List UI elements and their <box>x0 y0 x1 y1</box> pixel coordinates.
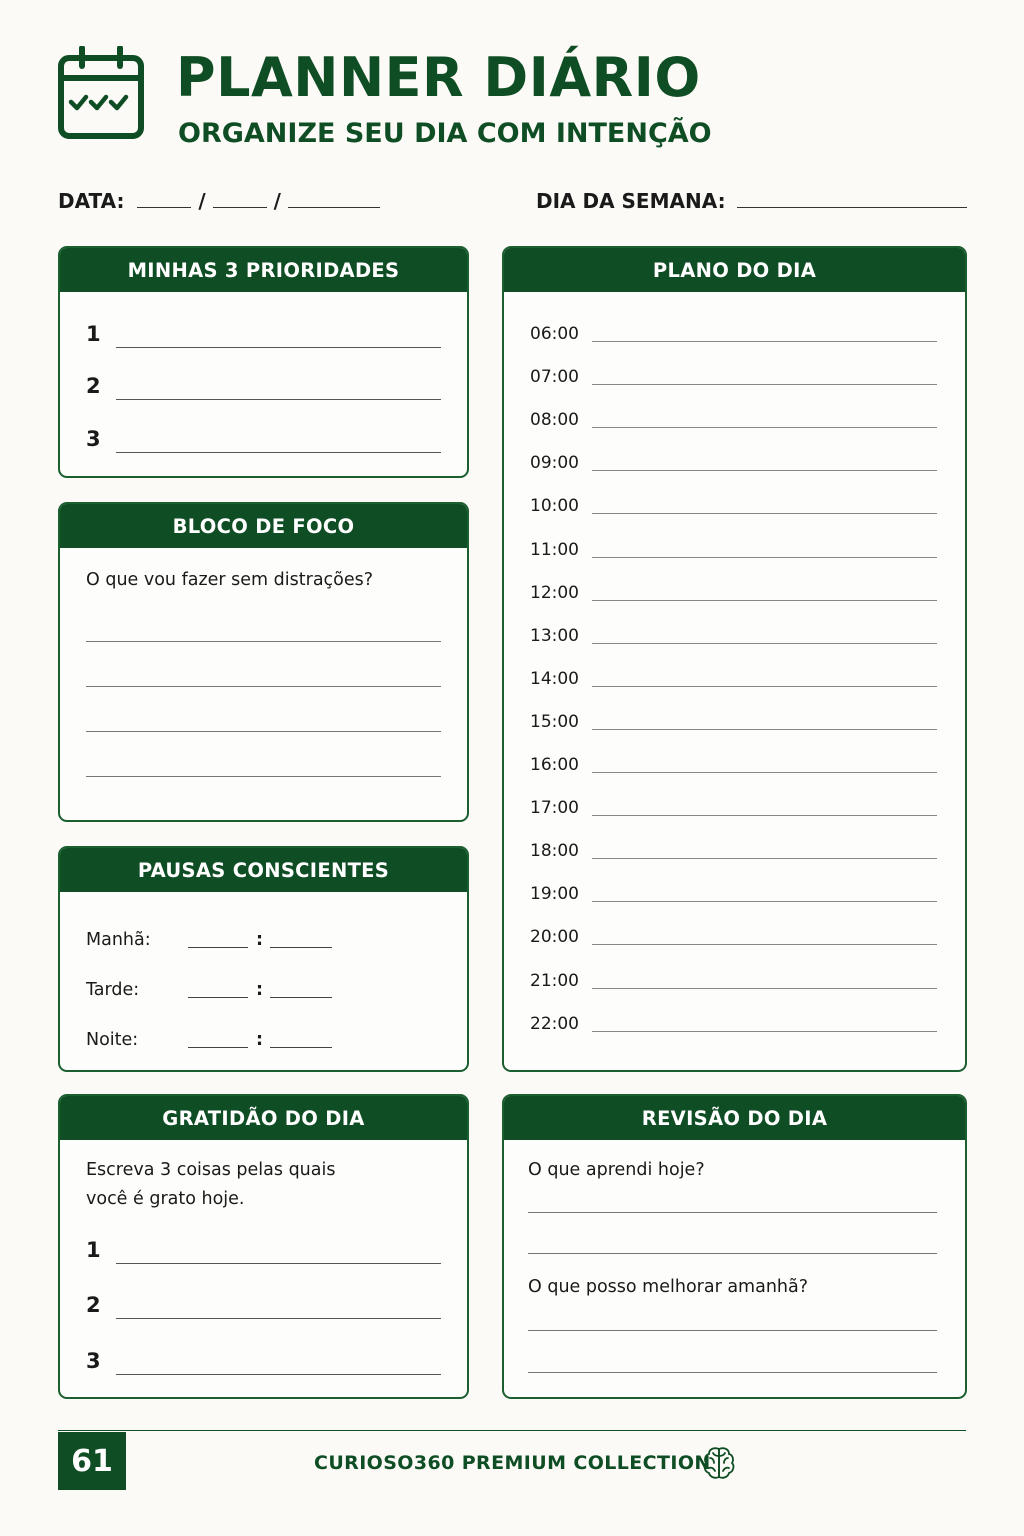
hour-write-line[interactable] <box>592 470 937 471</box>
hour-row[interactable] <box>530 449 937 473</box>
hour-row[interactable] <box>530 406 937 430</box>
page-number: 61 <box>58 1432 126 1490</box>
review-title: REVISÃO DO DIA <box>504 1096 965 1140</box>
hour-write-line[interactable] <box>592 557 937 558</box>
review-write-line[interactable] <box>528 1330 937 1331</box>
focus-write-line[interactable] <box>86 731 441 732</box>
hour-row[interactable] <box>530 880 937 904</box>
brain-icon <box>700 1444 738 1482</box>
pause-row-afternoon[interactable]: Tarde: : <box>86 974 346 1000</box>
hour-label: 12:00 <box>530 582 579 603</box>
hour-write-line[interactable] <box>592 341 937 342</box>
pause-row-morning[interactable]: Manhã: : <box>86 924 346 950</box>
hour-row[interactable] <box>530 967 937 991</box>
gratitude-card <box>58 1094 469 1399</box>
page-subtitle: ORGANIZE SEU DIA COM INTENÇÃO <box>178 118 712 149</box>
hour-row[interactable] <box>530 363 937 387</box>
review-question-learned: O que aprendi hoje? <box>528 1160 705 1180</box>
focus-title: BLOCO DE FOCO <box>60 504 467 548</box>
hour-row[interactable] <box>530 622 937 646</box>
hour-label: 09:00 <box>530 453 579 474</box>
priority-row[interactable]: 2 <box>86 370 441 400</box>
date-day-blank[interactable] <box>137 187 191 208</box>
focus-write-line[interactable] <box>86 776 441 777</box>
hour-write-line[interactable] <box>592 988 937 989</box>
pause-row-night[interactable]: Noite: : <box>86 1024 346 1050</box>
hour-write-line[interactable] <box>592 729 937 730</box>
gratitude-prompt-line2: você é grato hoje. <box>86 1189 245 1209</box>
hour-label: 15:00 <box>530 711 579 732</box>
hour-write-line[interactable] <box>592 600 937 601</box>
day-plan-title: PLANO DO DIA <box>504 248 965 292</box>
date-year-blank[interactable] <box>288 187 380 208</box>
gratitude-row[interactable]: 3 <box>86 1345 441 1375</box>
pauses-title: PAUSAS CONSCIENTES <box>60 848 467 892</box>
hour-row[interactable] <box>530 1010 937 1034</box>
gratitude-prompt-line1: Escreva 3 coisas pelas quais <box>86 1160 336 1180</box>
priorities-card <box>58 246 469 478</box>
focus-card <box>58 502 469 822</box>
day-plan-card <box>502 246 967 1072</box>
hour-write-line[interactable] <box>592 643 937 644</box>
hour-label: 13:00 <box>530 625 579 646</box>
pauses-card <box>58 846 469 1072</box>
hour-row[interactable] <box>530 708 937 732</box>
hour-label: 18:00 <box>530 841 579 862</box>
hour-row[interactable] <box>530 794 937 818</box>
hour-label: 16:00 <box>530 755 579 775</box>
hour-write-line[interactable] <box>592 901 937 902</box>
hour-row[interactable] <box>530 923 937 947</box>
date-label: DATA: <box>58 189 125 213</box>
hour-row[interactable] <box>530 492 937 516</box>
review-write-line[interactable] <box>528 1253 937 1254</box>
hour-label: 20:00 <box>530 927 579 948</box>
hour-write-line[interactable] <box>592 384 937 385</box>
hour-write-line[interactable] <box>592 427 937 428</box>
hour-list <box>504 292 965 1072</box>
hour-label: 08:00 <box>530 410 579 431</box>
date-field <box>58 186 380 216</box>
gratitude-row[interactable]: 2 <box>86 1289 441 1319</box>
review-card <box>502 1094 967 1399</box>
priorities-title: MINHAS 3 PRIORIDADES <box>60 248 467 292</box>
gratitude-row[interactable]: 1 <box>86 1234 441 1264</box>
review-write-line[interactable] <box>528 1372 937 1373</box>
hour-label: 21:00 <box>530 970 579 991</box>
date-month-blank[interactable] <box>213 187 267 208</box>
hour-row[interactable] <box>530 665 937 689</box>
hour-label: 11:00 <box>530 539 579 560</box>
hour-label: 22:00 <box>530 1013 579 1034</box>
hour-row[interactable] <box>530 751 937 775</box>
hour-write-line[interactable] <box>592 858 937 859</box>
calendar-check-icon <box>58 46 144 140</box>
footer-divider <box>58 1430 966 1431</box>
weekday-blank[interactable] <box>737 187 967 208</box>
priority-row[interactable]: 3 <box>86 423 441 453</box>
collection-name: CURIOSO360 PREMIUM COLLECTION <box>314 1452 711 1474</box>
date-separator: / <box>273 189 281 213</box>
hour-row[interactable] <box>530 536 937 560</box>
page-title: PLANNER DIÁRIO <box>176 46 701 109</box>
hour-label: 17:00 <box>530 798 579 819</box>
hour-label: 07:00 <box>530 367 579 388</box>
hour-label: 19:00 <box>530 884 579 905</box>
focus-write-line[interactable] <box>86 641 441 642</box>
weekday-label: DIA DA SEMANA: <box>536 189 726 213</box>
hour-write-line[interactable] <box>592 772 937 773</box>
hour-row[interactable] <box>530 320 937 344</box>
gratitude-title: GRATIDÃO DO DIA <box>60 1096 467 1140</box>
focus-prompt: O que vou fazer sem distrações? <box>86 570 374 590</box>
hour-write-line[interactable] <box>592 513 937 514</box>
weekday-field <box>536 186 967 216</box>
hour-label: 10:00 <box>530 496 579 517</box>
hour-label: 14:00 <box>530 668 579 689</box>
priority-row[interactable]: 1 <box>86 318 441 348</box>
hour-write-line[interactable] <box>592 686 937 687</box>
focus-write-line[interactable] <box>86 686 441 687</box>
review-question-improve: O que posso melhorar amanhã? <box>528 1277 809 1297</box>
hour-row[interactable] <box>530 837 937 861</box>
hour-write-line[interactable] <box>592 815 937 816</box>
date-separator: / <box>198 189 206 213</box>
hour-label: 06:00 <box>530 324 579 344</box>
review-write-line[interactable] <box>528 1212 937 1213</box>
hour-write-line[interactable] <box>592 944 937 945</box>
hour-row[interactable] <box>530 579 937 603</box>
hour-write-line[interactable] <box>592 1031 937 1032</box>
